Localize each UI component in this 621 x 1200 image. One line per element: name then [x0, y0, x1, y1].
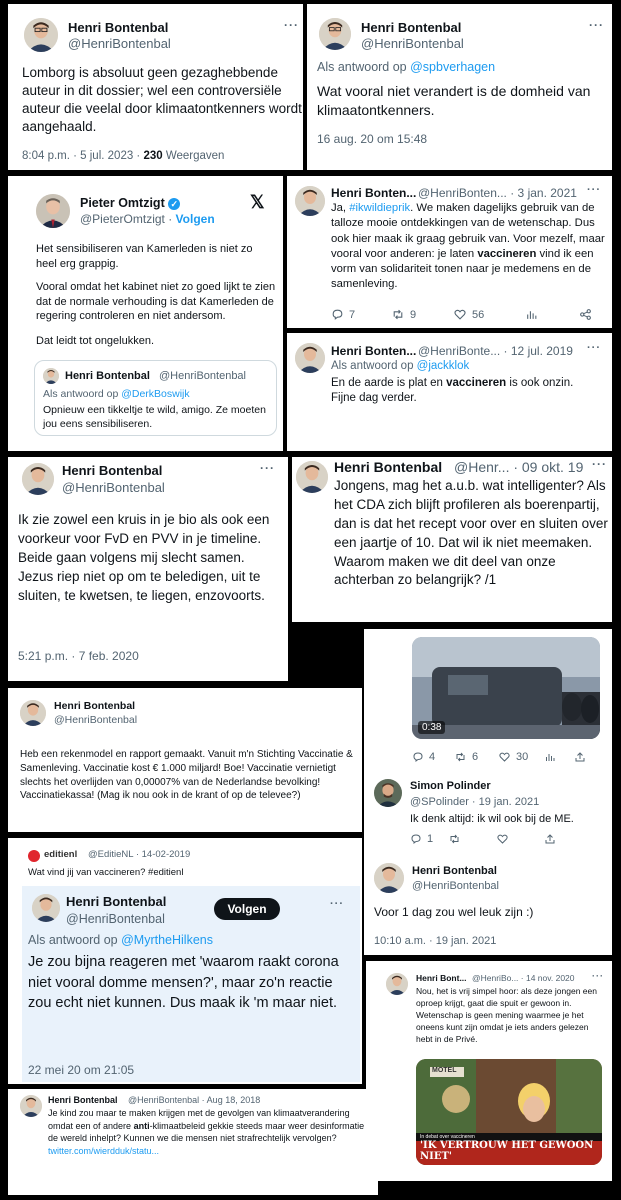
tweet-text — [48, 1107, 370, 1157]
like-button[interactable] — [496, 833, 544, 845]
avatar[interactable] — [374, 863, 404, 893]
more-icon[interactable]: ··· — [330, 898, 344, 910]
tweet-card-ikwildieprik — [287, 176, 612, 328]
motel-sign: MOTEL — [432, 1067, 457, 1074]
tweet-meta — [22, 150, 224, 162]
hashtag-link[interactable]: #ikwildieprik — [349, 202, 411, 214]
avatar[interactable] — [295, 343, 325, 373]
tweet-text — [331, 201, 607, 293]
avatar[interactable] — [22, 463, 54, 495]
author-handle: @HenriBontenbal · Aug 18, 2018 — [128, 1095, 261, 1105]
author-handle: @HenriBo... · 14 nov. 2020 — [472, 973, 575, 983]
like-button[interactable] — [498, 751, 544, 763]
tweet-card-omtzigt — [8, 176, 283, 451]
retweet-button[interactable] — [454, 751, 498, 763]
retweet-icon — [448, 833, 461, 845]
tweet-card-domheid — [307, 4, 612, 170]
author-handle — [80, 212, 215, 226]
more-icon[interactable]: ··· — [587, 342, 601, 354]
author-handle[interactable]: @HenriBontenbal — [54, 714, 138, 726]
reply-count: 4 — [429, 751, 436, 763]
retweet-button[interactable] — [391, 308, 453, 321]
views-label: Weergaven — [162, 150, 225, 162]
avatar[interactable] — [295, 186, 325, 216]
author-name-text[interactable]: Pieter Omtzigt — [80, 196, 165, 210]
retweet-count: 6 — [472, 751, 479, 763]
reply-prefix: Als antwoord op — [317, 60, 411, 74]
tweet-text-p2: Vooral omdat het kabinet niet zo goed lijkt te zien dat de normale verhouding is dat Kamerleden de regering controleren en niet andersom. — [36, 281, 276, 323]
tv-tag: In debat over vaccineren — [420, 1134, 475, 1140]
text-part: vind ik een vorm van solidariteit tonen naar je medemens en de samenleving. — [331, 247, 594, 291]
author-name[interactable] — [80, 196, 180, 210]
text-bold: vaccineren — [477, 247, 537, 260]
video-thumbnail[interactable] — [416, 1059, 602, 1165]
reply-to-link[interactable]: @jackklok — [416, 360, 470, 372]
share-icon — [544, 833, 556, 845]
text-part: En de aarde is plat en — [331, 377, 447, 389]
avatar[interactable] — [386, 973, 408, 995]
tweet-card-kruis — [8, 457, 288, 681]
more-icon[interactable]: ··· — [589, 18, 604, 32]
author-name[interactable]: Henri Bontenbal — [48, 1095, 118, 1105]
reply-context — [331, 360, 469, 372]
more-icon[interactable]: ··· — [260, 461, 275, 475]
author-handle[interactable]: @HenriBontenbal — [412, 880, 499, 892]
tweet-card-me-thread — [364, 629, 612, 955]
tweet-card-aarde-plat — [287, 333, 612, 451]
text-part: -klimaatbeleid gekkie steeds maar weer desinformatie de wereld inhelpt? Kunnen we die mensen niet strafrechtelijk vervolgen? — [48, 1120, 365, 1144]
quoted-author-name: Henri Bontenbal — [65, 370, 150, 382]
views-button[interactable] — [544, 751, 574, 763]
share-button[interactable] — [574, 751, 586, 763]
tweet-text: Jongens, mag het a.u.b. wat intelligenter? Als het CDA zich blijft profileren als boerenpartij, dan is dat het recept voor over en sluiten over een jaartje of 10. Dat wil ik niet meemaken. Waarom maken we dit deel van onze achterban zo belangrijk? /1 — [334, 478, 608, 588]
author-name[interactable]: Henri Bontenbal — [412, 865, 497, 877]
text-part: is ook onzin. Fijne dag verder. — [331, 377, 574, 405]
like-count: 56 — [472, 308, 485, 321]
reply-button[interactable] — [412, 751, 454, 763]
views-icon — [544, 751, 556, 763]
video-caption: 'IK VERTROUW HET GEWOON NIET' — [420, 1140, 594, 1162]
tweet-card-cda — [292, 457, 612, 622]
video-duration: 0:38 — [418, 721, 445, 734]
reply-prefix: Als antwoord op — [43, 388, 122, 400]
share-button[interactable] — [579, 308, 592, 321]
tweet-text: Lomborg is absoluut geen gezaghebbende auteur in dit dossier; wel een controversiële auteur die veelal door klimaatontkenners wordt aangehaald. — [22, 65, 302, 134]
follow-button[interactable]: Volgen — [214, 898, 280, 920]
follow-link[interactable]: Volgen — [175, 212, 215, 226]
reply-to-link[interactable]: @MyrtheHilkens — [121, 933, 213, 947]
tweet-text-p3: Dat leidt tot ongelukken. — [36, 335, 155, 347]
reply-context — [317, 60, 495, 74]
reply-prefix: Als antwoord op — [28, 933, 122, 947]
more-icon[interactable]: ··· — [284, 18, 299, 32]
tweet-text — [331, 376, 601, 407]
author-name[interactable]: Simon Polinder — [410, 780, 491, 792]
tweet-actions — [410, 833, 556, 845]
author-handle-text[interactable]: @PieterOmtzigt — [80, 212, 165, 226]
reply-context — [28, 933, 213, 947]
tweet-timestamp: 10:10 a.m. · 19 jan. 2021 — [374, 935, 497, 947]
video-thumbnail[interactable] — [412, 637, 600, 739]
x-logo-icon[interactable]: 𝕏 — [250, 192, 265, 212]
outer-author-handle: @EditieNL · 14-02-2019 — [88, 849, 191, 860]
tweet-text: Heb een rekenmodel en rapport gemaakt. Vanuit m'n Stichting Vaccinatie & Samenleving. Vaccinatie kost € 1.000 miljard! Boe! Vaccinatie vernietigt slechts het overlijden van 0,00007% van de Nederlandse bevolking! Vaccinatiekassa! (Mag ik nou ook in de krant of op de televee?) — [20, 749, 353, 802]
tweet-link[interactable]: twitter.com/wierdduk/statu... — [48, 1145, 160, 1156]
author-name[interactable]: Henri Bontenbal — [68, 20, 169, 35]
like-button[interactable] — [453, 308, 525, 321]
tweet-text-p1: Het sensibiliseren van Kamerleden is niet zo heel erg grappig. — [36, 243, 253, 270]
quoted-text: Opnieuw een tikkeltje te wild, amigo. Ze moeten jou eens sensibiliseren. — [43, 404, 266, 430]
author-handle: @SPolinder · 19 jan. 2021 — [410, 796, 540, 808]
author-name[interactable]: Henri Bontenbal — [66, 894, 167, 909]
text-part: . We maken dagelijks gebruik van de talloze mooie ontdekkingen van de wetenschap. Dus ook hier maak ik graag gebruik van. Voor mezelf, maar vooral voor anderen: je laten — [331, 202, 605, 260]
avatar[interactable] — [20, 1095, 42, 1117]
share-button[interactable] — [544, 833, 556, 845]
text-bold: vaccineren — [446, 377, 507, 389]
reply-count: 7 — [349, 308, 356, 321]
outer-tweet-text: Wat vind jij van vaccineren? #editienl — [28, 867, 184, 878]
avatar[interactable] — [374, 779, 402, 807]
tweet-text: Nou, het is vrij simpel hoor: als deze jongen een oproep krijgt, gaat die spuit er gewoon in. Wetenschap is geen mening waarmee je het oneens kunt zijn omdat je iets anders gelezen hebt in de Privé. — [416, 986, 597, 1045]
retweet-icon — [454, 751, 467, 763]
tweet-card-lomborg — [8, 4, 303, 170]
reply-button[interactable] — [331, 308, 391, 321]
retweet-icon — [391, 308, 405, 321]
avatar[interactable] — [319, 18, 351, 50]
reply-icon — [412, 751, 424, 763]
outer-author-name[interactable]: editienl — [44, 849, 78, 860]
like-icon — [496, 833, 509, 845]
reply-context — [43, 388, 190, 400]
tweet-actions — [412, 751, 586, 763]
author-name[interactable]: Henri Bontenbal — [54, 700, 136, 712]
more-icon[interactable]: ··· — [592, 457, 607, 471]
views-icon — [525, 308, 538, 321]
author-name[interactable]: Henri Bonten... — [331, 344, 417, 358]
like-count: 30 — [516, 751, 529, 763]
like-icon — [498, 751, 511, 763]
tweet-text: Ik denk altijd: ik wil ook bij de ME. — [410, 813, 574, 825]
tweet-actions — [331, 308, 605, 321]
avatar[interactable] — [20, 700, 46, 726]
reply-to-link[interactable]: @DerkBoswijk — [121, 388, 190, 400]
author-handle[interactable]: @HenriBontenbal — [66, 912, 165, 926]
share-icon — [579, 308, 592, 321]
tweet-timestamp: 8:04 p.m. · 5 jul. 2023 · — [22, 150, 144, 162]
quoted-tweet[interactable] — [34, 360, 277, 436]
avatar[interactable] — [296, 461, 328, 493]
tweet-text: Voor 1 dag zou wel leuk zijn :) — [374, 905, 534, 919]
like-icon — [453, 308, 467, 321]
author-name[interactable]: Henri Bontenbal — [62, 463, 163, 478]
reply-to-link[interactable]: @spbverhagen — [410, 60, 496, 74]
quoted-author-handle: @HenriBontenbal — [159, 370, 246, 382]
tweet-timestamp: 22 mei 20 om 21:05 — [28, 1063, 135, 1077]
tweet-card-corona — [8, 838, 362, 1084]
handle-separator: · — [164, 212, 176, 226]
text-bold: anti — [133, 1120, 150, 1131]
tweet-timestamp: 16 aug. 20 om 15:48 — [317, 132, 428, 146]
more-icon[interactable]: ··· — [592, 971, 604, 981]
reply-prefix: Als antwoord op — [331, 360, 417, 372]
more-icon[interactable]: ··· — [587, 184, 601, 196]
tweet-card-prive — [366, 961, 612, 1181]
reply-count: 1 — [427, 833, 434, 845]
author-name[interactable]: Henri Bont... — [416, 973, 467, 983]
verified-badge-icon: ✓ — [168, 198, 180, 210]
author-name[interactable]: Henri Bontenbal — [361, 20, 462, 35]
tweet-text: Je zou bijna reageren met 'waarom raakt corona niet vooral domme mensen?', maar zo'n reactie zou echt niet kunnen. Dus maak ik 'm maar niet. — [28, 954, 339, 1012]
views-button[interactable] — [525, 308, 579, 321]
text-part: Ja, — [331, 202, 350, 214]
author-name[interactable]: Henri Bonten... — [331, 186, 417, 200]
author-name[interactable]: Henri Bontenbal — [334, 459, 443, 475]
author-handle: @HenriBonte... · 12 jul. 2019 — [418, 344, 573, 358]
edition-logo-icon — [28, 850, 40, 862]
tweet-card-rekenmodel — [8, 688, 362, 832]
tweet-text: Ik zie zowel een kruis in je bio als ook een voorkeur voor FvD en PVV in je timeline. Beide gaan volgens mij slecht samen. Jezus riep niet op om te beledigen, uit te sluiten, te kwetsen, te liegen, enzovoorts. — [18, 512, 270, 603]
reply-icon — [410, 833, 422, 845]
share-icon — [574, 751, 586, 763]
author-handle: @HenriBonten... · 3 jan. 2021 — [418, 186, 577, 200]
tweet-text: Wat vooral niet verandert is de domheid van klimaatontkenners. — [317, 83, 591, 118]
text-part: Je kind zou maar te maken krijgen met de gevolgen van klimaatverandering omdat een of andere — [48, 1108, 350, 1131]
avatar[interactable] — [32, 894, 60, 922]
tweet-card-strafrechtelijk — [8, 1089, 378, 1195]
author-handle: @Henr... · 09 okt. 19 — [454, 459, 584, 475]
avatar[interactable] — [24, 18, 58, 52]
avatar — [43, 368, 59, 384]
author-handle[interactable]: @HenriBontenbal — [68, 36, 171, 51]
reply-button[interactable] — [410, 833, 448, 845]
views-count: 230 — [143, 150, 163, 162]
avatar[interactable] — [36, 194, 70, 228]
tweet-timestamp: 5:21 p.m. · 7 feb. 2020 — [18, 649, 139, 663]
reply-icon — [331, 308, 344, 321]
retweet-button[interactable] — [448, 833, 496, 845]
author-handle[interactable]: @HenriBontenbal — [361, 36, 464, 51]
author-handle[interactable]: @HenriBontenbal — [62, 480, 165, 495]
retweet-count: 9 — [410, 308, 417, 321]
